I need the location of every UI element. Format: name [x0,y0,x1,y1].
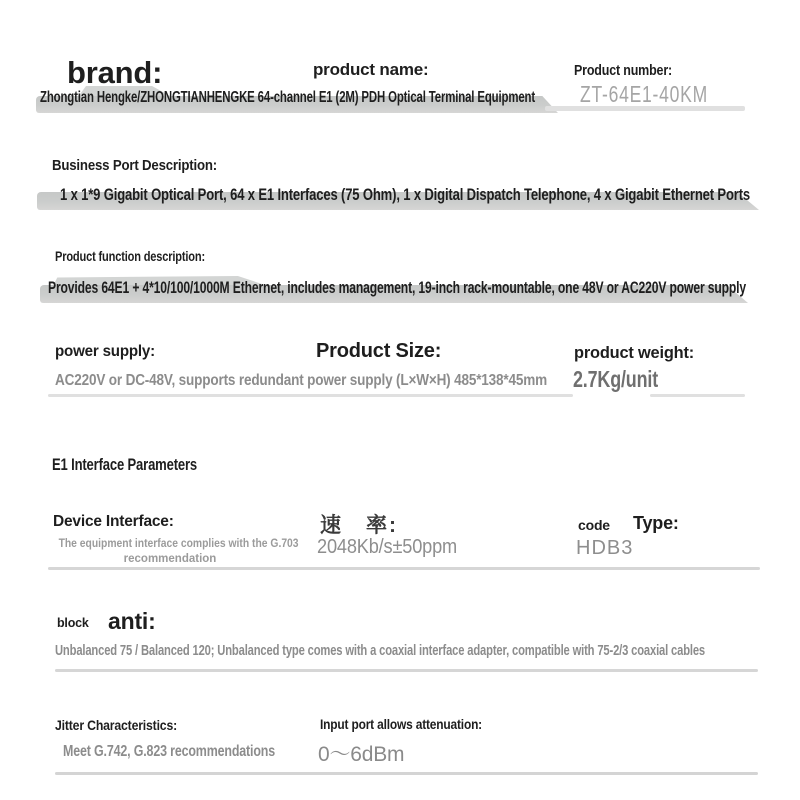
type-label: Type: [633,513,679,533]
product-number-value: ZT-64E1-40KM [580,81,708,107]
device-row-divider [48,567,760,570]
product-number-label: Product number: [574,62,672,79]
product-weight-value: 2.7Kg/unit [573,366,658,392]
jitter-label: Jitter Characteristics: [55,718,177,733]
product-size-label: Product Size: [316,340,442,362]
code-value: HDB3 [576,537,634,559]
rate-label: 速 率: [320,514,398,537]
brand-label: brand: [67,55,163,90]
power-row-divider-right [650,394,745,397]
brand-value: Zhongtian Hengke/ZHONGTIANHENGKE 64-channel E1 (2M) PDH Optical Terminal Equipment [40,89,535,106]
code-label: code [578,517,610,533]
business-port-value: 1 x 1*9 Gigabit Optical Port, 64 x E1 Interfaces (75 Ohm), 1 x Digital Dispatch Telephone, 4 x Gigabit Ethernet Ports [60,185,750,204]
jitter-divider [55,772,758,775]
anti-label: anti: [108,608,156,634]
attenuation-value: 0～6dBm [318,743,405,766]
power-row-divider-left [48,394,573,397]
attenuation-label: Input port allows attenuation: [320,717,482,732]
jitter-value: Meet G.742, G.823 recommendations [63,743,275,760]
device-interface-note-line2: recommendation [123,553,217,565]
power-supply-value: AC220V or DC-48V, supports redundant power supply (L×W×H) 485*138*45mm [55,372,547,389]
impedance-value: Unbalanced 75 / Balanced 120; Unbalanced type comes with a coaxial interface adapter, compatible with 75-2/3 coaxial cables [55,642,705,659]
product-name-label: product name: [313,60,429,79]
impedance-divider [55,669,758,672]
e1-section-title: E1 Interface Parameters [52,456,197,474]
power-supply-label: power supply: [55,343,155,360]
device-interface-note [45,537,299,567]
device-interface-label: Device Interface: [53,513,174,530]
device-interface-note-line1: The equipment interface complies with the G.703 [58,538,299,550]
product-function-value: Provides 64E1 + 4*10/100/1000M Ethernet, includes management, 19-inch rack-mountable, one 48V or AC220V power supply [48,278,746,297]
product-weight-label: product weight: [574,343,694,362]
block-label: block [57,616,89,630]
product-function-label: Product function description: [55,249,205,264]
rate-value: 2048Kb/s±50ppm [317,536,457,558]
business-port-label: Business Port Description: [52,157,217,174]
